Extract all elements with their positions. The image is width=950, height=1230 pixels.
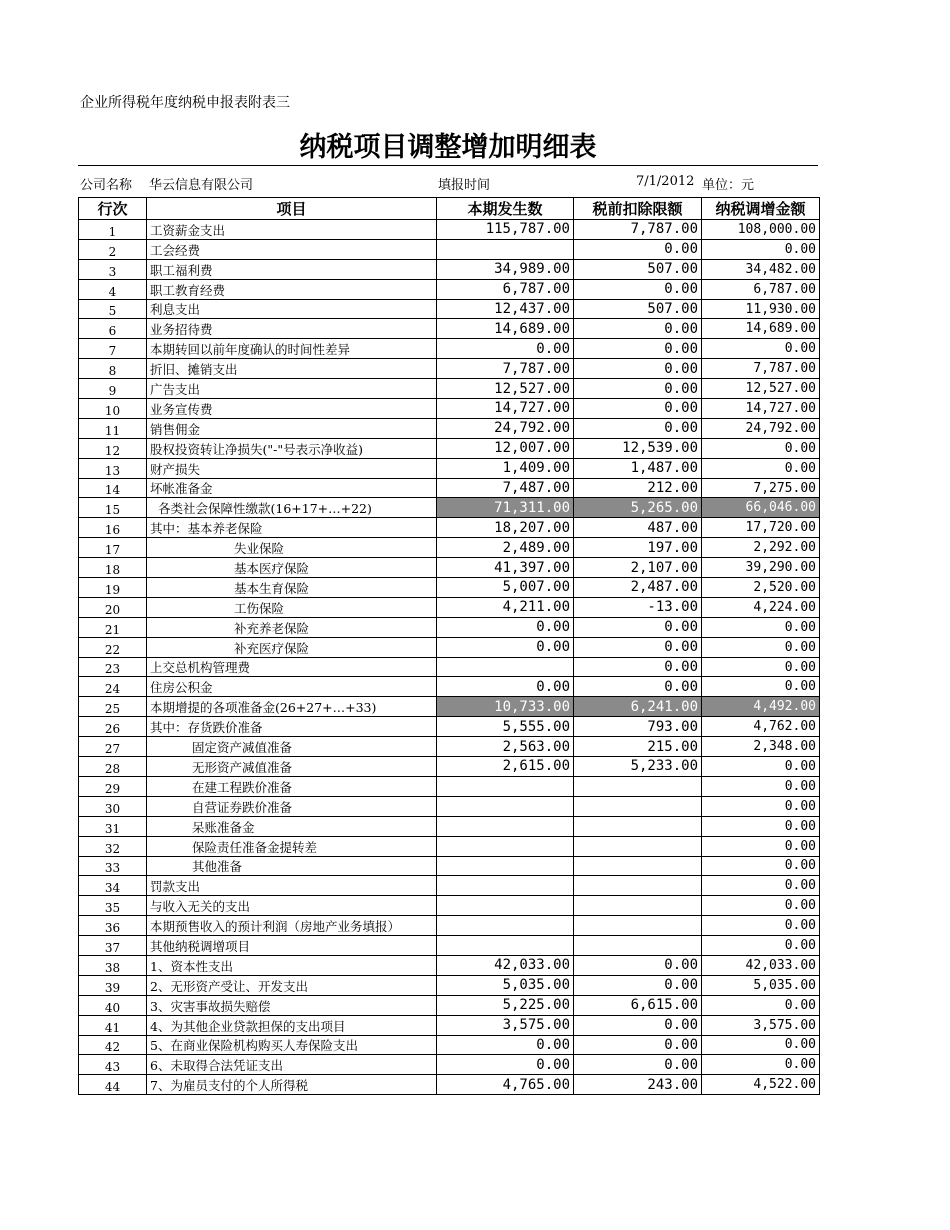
tax-increase-cell[interactable]: 6,787.00 [702,279,820,299]
row-number-cell: 34 [79,876,147,896]
item-name-cell: 5、在商业保险机构购买人寿保险支出 [147,1035,437,1055]
tax-increase-cell[interactable]: 39,290.00 [702,558,820,578]
deduction-limit-cell[interactable]: 0.00 [574,319,702,339]
row-number-cell: 38 [79,955,147,975]
table-row [79,418,820,438]
row-number-cell: 3 [79,259,147,279]
table-row [79,597,820,617]
row-number-cell: 44 [79,1075,147,1095]
tax-increase-cell[interactable]: 5,035.00 [702,975,820,995]
item-name-cell: 3、灾害事故损失赔偿 [147,995,437,1015]
form-subtitle: 企业所得税年度纳税申报表附表三 [80,95,290,111]
item-name-cell: 业务宣传费 [147,399,437,419]
deduction-limit-cell[interactable]: 0.00 [574,617,702,637]
current-amount-cell[interactable]: 2,615.00 [437,757,574,777]
table-row [79,339,820,359]
tax-increase-cell[interactable]: 0.00 [702,776,820,796]
deduction-limit-cell[interactable]: 0.00 [574,1035,702,1055]
current-amount-cell[interactable]: 5,007.00 [437,578,574,598]
deduction-limit-cell[interactable]: 0.00 [574,359,702,379]
tax-increase-cell[interactable]: 17,720.00 [702,518,820,538]
table-row [79,657,820,677]
deduction-limit-cell[interactable]: 0.00 [574,399,702,419]
table-row [79,975,820,995]
tax-increase-cell[interactable]: 0.00 [702,458,820,478]
item-name-cell: 职工福利费 [147,259,437,279]
item-name-cell: 职工教育经费 [147,279,437,299]
tax-increase-cell[interactable]: 2,348.00 [702,737,820,757]
table-row [79,399,820,419]
item-name-cell: 在建工程跌价准备 [147,776,437,796]
table-row [79,518,820,538]
table-row [79,936,820,956]
table-row [79,637,820,657]
deduction-limit-cell[interactable]: 2,107.00 [574,558,702,578]
current-amount-cell[interactable] [437,657,574,677]
item-name-cell: 无形资产减值准备 [147,757,437,777]
table-row [79,1035,820,1055]
row-number-cell: 30 [79,796,147,816]
current-amount-cell[interactable]: 7,487.00 [437,478,574,498]
item-name-cell: 4、为其他企业贷款担保的支出项目 [147,1015,437,1035]
tax-increase-cell[interactable]: 7,787.00 [702,359,820,379]
tax-increase-cell[interactable]: 0.00 [702,1055,820,1075]
row-number-cell: 16 [79,518,147,538]
current-amount-cell[interactable]: 14,727.00 [437,399,574,419]
item-name-cell: 呆账准备金 [147,816,437,836]
tax-increase-cell[interactable]: 14,689.00 [702,319,820,339]
row-number-cell: 26 [79,717,147,737]
tax-increase-cell[interactable]: 34,482.00 [702,259,820,279]
deduction-limit-cell[interactable] [574,816,702,836]
deduction-limit-cell[interactable]: 0.00 [574,279,702,299]
item-name-cell: 工伤保险 [147,597,437,617]
item-name-cell: 坏帐准备金 [147,478,437,498]
deduction-limit-cell[interactable]: 2,487.00 [574,578,702,598]
tax-increase-cell[interactable]: 2,520.00 [702,578,820,598]
row-number-cell: 8 [79,359,147,379]
current-amount-cell[interactable]: 12,007.00 [437,438,574,458]
current-amount-cell[interactable]: 0.00 [437,637,574,657]
deduction-limit-cell[interactable]: 5,265.00 [574,498,702,518]
item-name-cell: 1、资本性支出 [147,955,437,975]
current-amount-cell[interactable] [437,239,574,259]
row-number-cell: 1 [79,220,147,240]
item-name-cell: 补充医疗保险 [147,637,437,657]
current-amount-cell[interactable]: 34,989.00 [437,259,574,279]
item-name-cell: 工会经费 [147,239,437,259]
adjustment-table [78,197,820,1095]
row-number-cell: 36 [79,916,147,936]
item-name-cell: 本期转回以前年度确认的时间性差异 [147,339,437,359]
current-amount-cell[interactable] [437,876,574,896]
item-name-cell: 6、未取得合法凭证支出 [147,1055,437,1075]
item-name-cell: 基本医疗保险 [147,558,437,578]
deduction-limit-cell[interactable]: 212.00 [574,478,702,498]
table-row [79,458,820,478]
current-amount-cell[interactable]: 42,033.00 [437,955,574,975]
deduction-limit-cell[interactable]: -13.00 [574,597,702,617]
row-number-cell: 7 [79,339,147,359]
item-name-cell: 本期预售收入的预计利润（房地产业务填报） [147,916,437,936]
table-row [79,1015,820,1035]
company-label: 公司名称 [80,178,133,193]
row-number-cell: 41 [79,1015,147,1035]
item-name-cell: 固定资产减值准备 [147,737,437,757]
tax-increase-cell[interactable]: 11,930.00 [702,299,820,319]
current-amount-cell[interactable] [437,936,574,956]
item-name-cell: 保险责任准备金提转差 [147,836,437,856]
tax-increase-cell[interactable]: 0.00 [702,617,820,637]
tax-increase-cell[interactable]: 0.00 [702,677,820,697]
current-amount-cell[interactable]: 1,409.00 [437,458,574,478]
current-amount-cell[interactable]: 0.00 [437,1055,574,1075]
tax-increase-cell[interactable]: 2,292.00 [702,538,820,558]
table-row [79,379,820,399]
current-amount-cell[interactable]: 2,489.00 [437,538,574,558]
item-name-cell: 其中：存货跌价准备 [147,717,437,737]
tax-increase-cell[interactable]: 0.00 [702,896,820,916]
table-row [79,498,820,518]
table-row [79,995,820,1015]
item-name-cell: 各类社会保障性缴款(16+17+…+22) [147,498,437,518]
deduction-limit-cell[interactable]: 0.00 [574,379,702,399]
table-row [79,299,820,319]
fill-date: 7/1/2012 [636,174,695,189]
row-number-cell: 9 [79,379,147,399]
current-amount-cell[interactable]: 4,211.00 [437,597,574,617]
current-amount-cell[interactable] [437,896,574,916]
current-amount-cell[interactable]: 7,787.00 [437,359,574,379]
row-number-cell: 37 [79,936,147,956]
row-number-cell: 27 [79,737,147,757]
table-row [79,359,820,379]
current-amount-cell[interactable]: 3,575.00 [437,1015,574,1035]
tax-increase-cell[interactable]: 0.00 [702,916,820,936]
current-amount-cell[interactable] [437,916,574,936]
current-amount-cell[interactable]: 71,311.00 [437,498,574,518]
row-number-cell: 40 [79,995,147,1015]
current-amount-cell[interactable]: 0.00 [437,617,574,637]
current-amount-cell[interactable]: 0.00 [437,339,574,359]
current-amount-cell[interactable]: 12,437.00 [437,299,574,319]
table-row [79,876,820,896]
deduction-limit-cell[interactable]: 507.00 [574,259,702,279]
table-row [79,816,820,836]
current-amount-cell[interactable]: 115,787.00 [437,220,574,240]
item-name-cell: 其中：基本养老保险 [147,518,437,538]
deduction-limit-cell[interactable] [574,776,702,796]
tax-increase-cell[interactable]: 0.00 [702,856,820,876]
table-row [79,697,820,717]
table-row [79,578,820,598]
deduction-limit-cell[interactable]: 793.00 [574,717,702,737]
tax-increase-cell[interactable]: 0.00 [702,757,820,777]
item-name-cell: 销售佣金 [147,418,437,438]
deduction-limit-cell[interactable] [574,896,702,916]
current-amount-cell[interactable]: 5,035.00 [437,975,574,995]
table-row [79,220,820,240]
item-name-cell: 失业保险 [147,538,437,558]
deduction-limit-cell[interactable] [574,796,702,816]
current-amount-cell[interactable]: 18,207.00 [437,518,574,538]
tax-increase-cell[interactable]: 3,575.00 [702,1015,820,1035]
table-row [79,1055,820,1075]
row-number-cell: 32 [79,836,147,856]
deduction-limit-cell[interactable]: 197.00 [574,538,702,558]
row-number-cell: 14 [79,478,147,498]
tax-increase-cell[interactable]: 7,275.00 [702,478,820,498]
unit-label: 单位：元 [702,178,755,193]
current-amount-cell[interactable]: 6,787.00 [437,279,574,299]
item-name-cell: 住房公积金 [147,677,437,697]
deduction-limit-cell[interactable] [574,836,702,856]
deduction-limit-cell[interactable] [574,936,702,956]
row-number-cell: 17 [79,538,147,558]
table-row [79,438,820,458]
tax-increase-cell[interactable]: 108,000.00 [702,220,820,240]
header-tax-increase: 纳税调增金额 [702,198,820,220]
deduction-limit-cell[interactable]: 243.00 [574,1075,702,1095]
item-name-cell: 业务招待费 [147,319,437,339]
item-name-cell: 本期增提的各项准备金(26+27+…+33) [147,697,437,717]
row-number-cell: 23 [79,657,147,677]
deduction-limit-cell[interactable]: 0.00 [574,1055,702,1075]
deduction-limit-cell[interactable]: 0.00 [574,418,702,438]
row-number-cell: 11 [79,418,147,438]
current-amount-cell[interactable]: 5,555.00 [437,717,574,737]
item-name-cell: 其他准备 [147,856,437,876]
row-number-cell: 33 [79,856,147,876]
row-number-cell: 24 [79,677,147,697]
row-number-cell: 5 [79,299,147,319]
item-name-cell: 折旧、摊销支出 [147,359,437,379]
item-name-cell: 与收入无关的支出 [147,896,437,916]
deduction-limit-cell[interactable]: 0.00 [574,657,702,677]
current-amount-cell[interactable]: 0.00 [437,1035,574,1055]
table-row [79,717,820,737]
table-row [79,279,820,299]
current-amount-cell[interactable]: 10,733.00 [437,697,574,717]
table-row [79,856,820,876]
table-row [79,239,820,259]
row-number-cell: 19 [79,578,147,598]
row-number-cell: 13 [79,458,147,478]
tax-increase-cell[interactable]: 0.00 [702,339,820,359]
row-number-cell: 28 [79,757,147,777]
current-amount-cell[interactable]: 24,792.00 [437,418,574,438]
table-header-row [79,198,820,220]
deduction-limit-cell[interactable]: 12,539.00 [574,438,702,458]
tax-increase-cell[interactable]: 0.00 [702,816,820,836]
row-number-cell: 43 [79,1055,147,1075]
table-row [79,776,820,796]
tax-increase-cell[interactable]: 4,492.00 [702,697,820,717]
current-amount-cell[interactable] [437,836,574,856]
tax-increase-cell[interactable]: 0.00 [702,796,820,816]
current-amount-cell[interactable]: 2,563.00 [437,737,574,757]
tax-increase-cell[interactable]: 4,522.00 [702,1075,820,1095]
current-amount-cell[interactable]: 5,225.00 [437,995,574,1015]
tax-increase-cell[interactable]: 66,046.00 [702,498,820,518]
table-row [79,617,820,637]
row-number-cell: 6 [79,319,147,339]
item-name-cell: 工资薪金支出 [147,220,437,240]
row-number-cell: 15 [79,498,147,518]
tax-increase-cell[interactable]: 12,527.00 [702,379,820,399]
tax-increase-cell[interactable]: 0.00 [702,876,820,896]
table-row [79,796,820,816]
deduction-limit-cell[interactable]: 0.00 [574,1015,702,1035]
item-name-cell: 上交总机构管理费 [147,657,437,677]
table-row [79,558,820,578]
row-number-cell: 18 [79,558,147,578]
item-name-cell: 补充养老保险 [147,617,437,637]
table-row [79,916,820,936]
row-number-cell: 21 [79,617,147,637]
table-row [79,836,820,856]
page-title: 纳税项目调整增加明细表 [299,132,597,163]
item-name-cell: 股权投资转让净损失("-"号表示净收益) [147,438,437,458]
company-name: 华云信息有限公司 [149,178,254,193]
item-name-cell: 财产损失 [147,458,437,478]
table-row [79,955,820,975]
table-row [79,896,820,916]
table-row [79,478,820,498]
row-number-cell: 29 [79,776,147,796]
deduction-limit-cell[interactable] [574,916,702,936]
header-item: 项目 [147,198,437,220]
tax-increase-cell[interactable]: 0.00 [702,1035,820,1055]
item-name-cell: 罚款支出 [147,876,437,896]
row-number-cell: 10 [79,399,147,419]
current-amount-cell[interactable]: 41,397.00 [437,558,574,578]
deduction-limit-cell[interactable] [574,856,702,876]
tax-increase-cell[interactable]: 42,033.00 [702,955,820,975]
table-row [79,259,820,279]
tax-increase-cell[interactable]: 24,792.00 [702,418,820,438]
tax-increase-cell[interactable]: 4,762.00 [702,717,820,737]
deduction-limit-cell[interactable]: 507.00 [574,299,702,319]
title-divider [78,165,818,166]
current-amount-cell[interactable]: 14,689.00 [437,319,574,339]
current-amount-cell[interactable]: 0.00 [437,677,574,697]
header-current-amount: 本期发生数 [437,198,574,220]
tax-increase-cell[interactable]: 14,727.00 [702,399,820,419]
deduction-limit-cell[interactable]: 6,241.00 [574,697,702,717]
current-amount-cell[interactable] [437,776,574,796]
row-number-cell: 12 [79,438,147,458]
deduction-limit-cell[interactable]: 215.00 [574,737,702,757]
deduction-limit-cell[interactable]: 6,615.00 [574,995,702,1015]
deduction-limit-cell[interactable]: 487.00 [574,518,702,538]
table-row [79,538,820,558]
row-number-cell: 39 [79,975,147,995]
deduction-limit-cell[interactable]: 5,233.00 [574,757,702,777]
tax-increase-cell[interactable]: 0.00 [702,438,820,458]
tax-increase-cell[interactable]: 4,224.00 [702,597,820,617]
deduction-limit-cell[interactable] [574,876,702,896]
table-row [79,1075,820,1095]
table-row [79,677,820,697]
current-amount-cell[interactable] [437,816,574,836]
tax-increase-cell[interactable]: 0.00 [702,239,820,259]
header-deduction-limit: 税前扣除限额 [574,198,702,220]
deduction-limit-cell[interactable]: 1,487.00 [574,458,702,478]
table-row [79,757,820,777]
row-number-cell: 31 [79,816,147,836]
current-amount-cell[interactable] [437,856,574,876]
item-name-cell: 2、无形资产受让、开发支出 [147,975,437,995]
item-name-cell: 自营证券跌价准备 [147,796,437,816]
fill-time-label: 填报时间 [438,178,491,193]
tax-increase-cell[interactable]: 0.00 [702,657,820,677]
tax-increase-cell[interactable]: 0.00 [702,936,820,956]
deduction-limit-cell[interactable]: 7,787.00 [574,220,702,240]
item-name-cell: 其他纳税调增项目 [147,936,437,956]
row-number-cell: 2 [79,239,147,259]
current-amount-cell[interactable] [437,796,574,816]
current-amount-cell[interactable]: 12,527.00 [437,379,574,399]
item-name-cell: 7、为雇员支付的个人所得税 [147,1075,437,1095]
deduction-limit-cell[interactable]: 0.00 [574,637,702,657]
deduction-limit-cell[interactable]: 0.00 [574,339,702,359]
row-number-cell: 4 [79,279,147,299]
row-number-cell: 35 [79,896,147,916]
deduction-limit-cell[interactable]: 0.00 [574,975,702,995]
tax-increase-cell[interactable]: 0.00 [702,995,820,1015]
header-row-no: 行次 [79,198,147,220]
row-number-cell: 20 [79,597,147,617]
tax-increase-cell[interactable]: 0.00 [702,637,820,657]
table-row [79,319,820,339]
tax-increase-cell[interactable]: 0.00 [702,836,820,856]
item-name-cell: 广告支出 [147,379,437,399]
deduction-limit-cell[interactable]: 0.00 [574,677,702,697]
item-name-cell: 基本生育保险 [147,578,437,598]
row-number-cell: 22 [79,637,147,657]
deduction-limit-cell[interactable]: 0.00 [574,239,702,259]
table-row [79,737,820,757]
deduction-limit-cell[interactable]: 0.00 [574,955,702,975]
row-number-cell: 25 [79,697,147,717]
row-number-cell: 42 [79,1035,147,1055]
item-name-cell: 利息支出 [147,299,437,319]
current-amount-cell[interactable]: 4,765.00 [437,1075,574,1095]
